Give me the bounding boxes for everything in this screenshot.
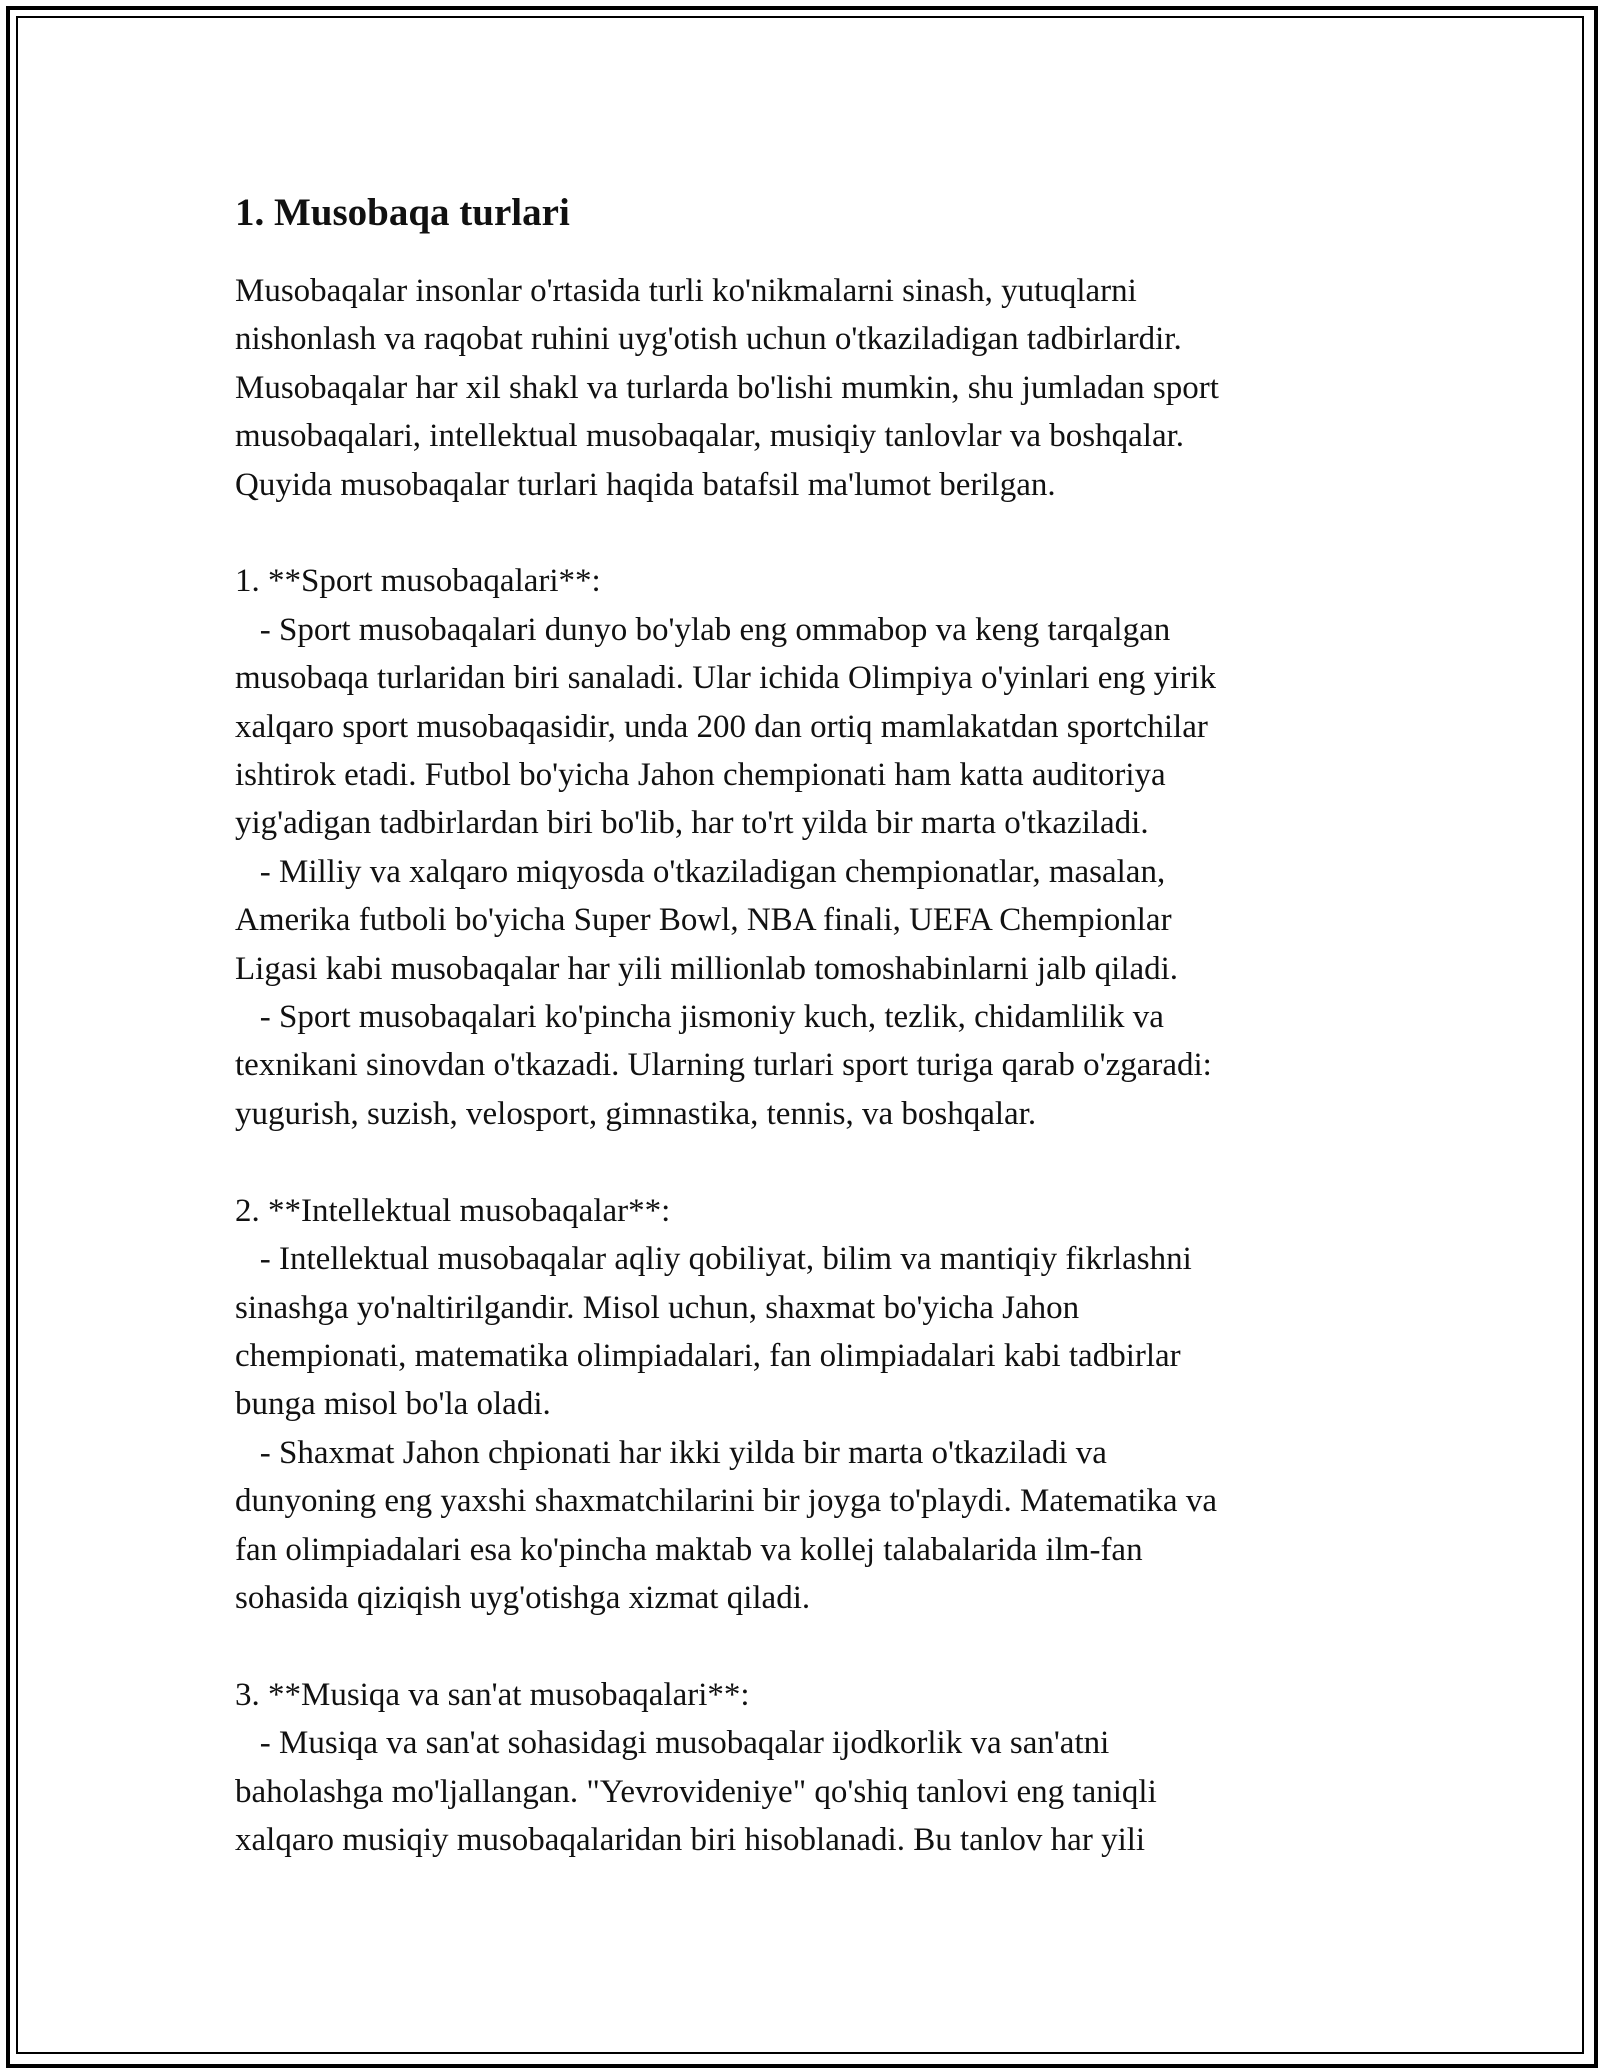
document-title: 1. Musobaqa turlari xyxy=(235,191,570,234)
section-item: - Sport musobaqalari dunyo bo'ylab eng ommabop va keng tarqalgan musobaqa turlaridan biri sanaladi. Ular ichida Olimpiya o'yinlari eng yirik xalqaro sport musobaqasidir, unda 200 dan ortiq mamlakatdan sportchilar ishtirok etadi. Futbol bo'yicha Jahon chempionati ham katta auditoriya yig'adigan tadbirlardan biri bo'lib, har to'rt yilda bir marta o'tkaziladi. xyxy=(235,611,1217,842)
section-heading-intellectual: 2. **Intellektual musobaqalar**: xyxy=(235,1192,671,1229)
section-heading-music-art: 3. **Musiqa va san'at musobaqalari**: xyxy=(235,1676,750,1713)
paragraph-spacer xyxy=(235,509,1365,557)
section-intellectual xyxy=(235,1187,1365,1623)
section-heading-sport: 1. **Sport musobaqalari**: xyxy=(235,563,601,600)
section-sport xyxy=(235,557,1365,1138)
paragraph-spacer xyxy=(235,1138,1365,1186)
intro-paragraph: Musobaqalar insonlar o'rtasida turli ko'nikmalarni sinash, yutuqlarni nishonlash va raqobat ruhini uyg'otish uchun o'tkaziladigan tadbirlardir. Musobaqalar har xil shakl va turlarda bo'lishi mumkin, shu jumladan sport musobaqalari, intellektual musobaqalar, musiqiy tanlovlar va boshqalar. Quyida musobaqalar turlari haqida batafsil ma'lumot berilgan. xyxy=(235,273,1219,503)
section-item: - Sport musobaqalari ko'pincha jismoniy kuch, tezlik, chidamlilik va texnikani sinovdan o'tkazadi. Ularning turlari sport turiga qarab o'zgaradi: yugurish, suzish, velosport, gimnastika, tennis, va boshqalar. xyxy=(235,999,1212,1132)
document-body xyxy=(235,185,1365,1864)
section-item: - Shaxmat Jahon chpionati har ikki yilda bir marta o'tkaziladi va dunyoning eng yaxshi shaxmatchilarini bir joyga to'playdi. Matematika va fan olimpiadalari esa ko'pincha maktab va kollej talabalarida ilm-fan sohasida qiziqish uyg'otishga xizmat qiladi. xyxy=(235,1434,1217,1616)
paragraph-spacer xyxy=(235,1622,1365,1670)
section-item: - Milliy va xalqaro miqyosda o'tkaziladigan chempionatlar, masalan, Amerika futboli bo'yicha Super Bowl, NBA finali, UEFA Chempionlar Ligasi kabi musobaqalar har yili millionlab tomoshabinlarni jalb qiladi. xyxy=(235,853,1179,987)
section-item: - Intellektual musobaqalar aqliy qobiliyat, bilim va mantiqiy fikrlashni sinashga yo'naltirilgandir. Misol uchun, shaxmat bo'yicha Jahon chempionati, matematika olimpiadalari, fan olimpiadalari kabi tadbirlar bunga misol bo'la oladi. xyxy=(235,1241,1192,1423)
section-item: - Musiqa va san'at sohasidagi musobaqalar ijodkorlik va san'atni baholashga mo'ljallangan. "Yevrovideniye" qo'shiq tanlovi eng taniqli xalqaro musiqiy musobaqalaridan biri hisoblanadi. Bu tanlov har yili xyxy=(235,1725,1157,1858)
section-music-art xyxy=(235,1671,1365,1865)
